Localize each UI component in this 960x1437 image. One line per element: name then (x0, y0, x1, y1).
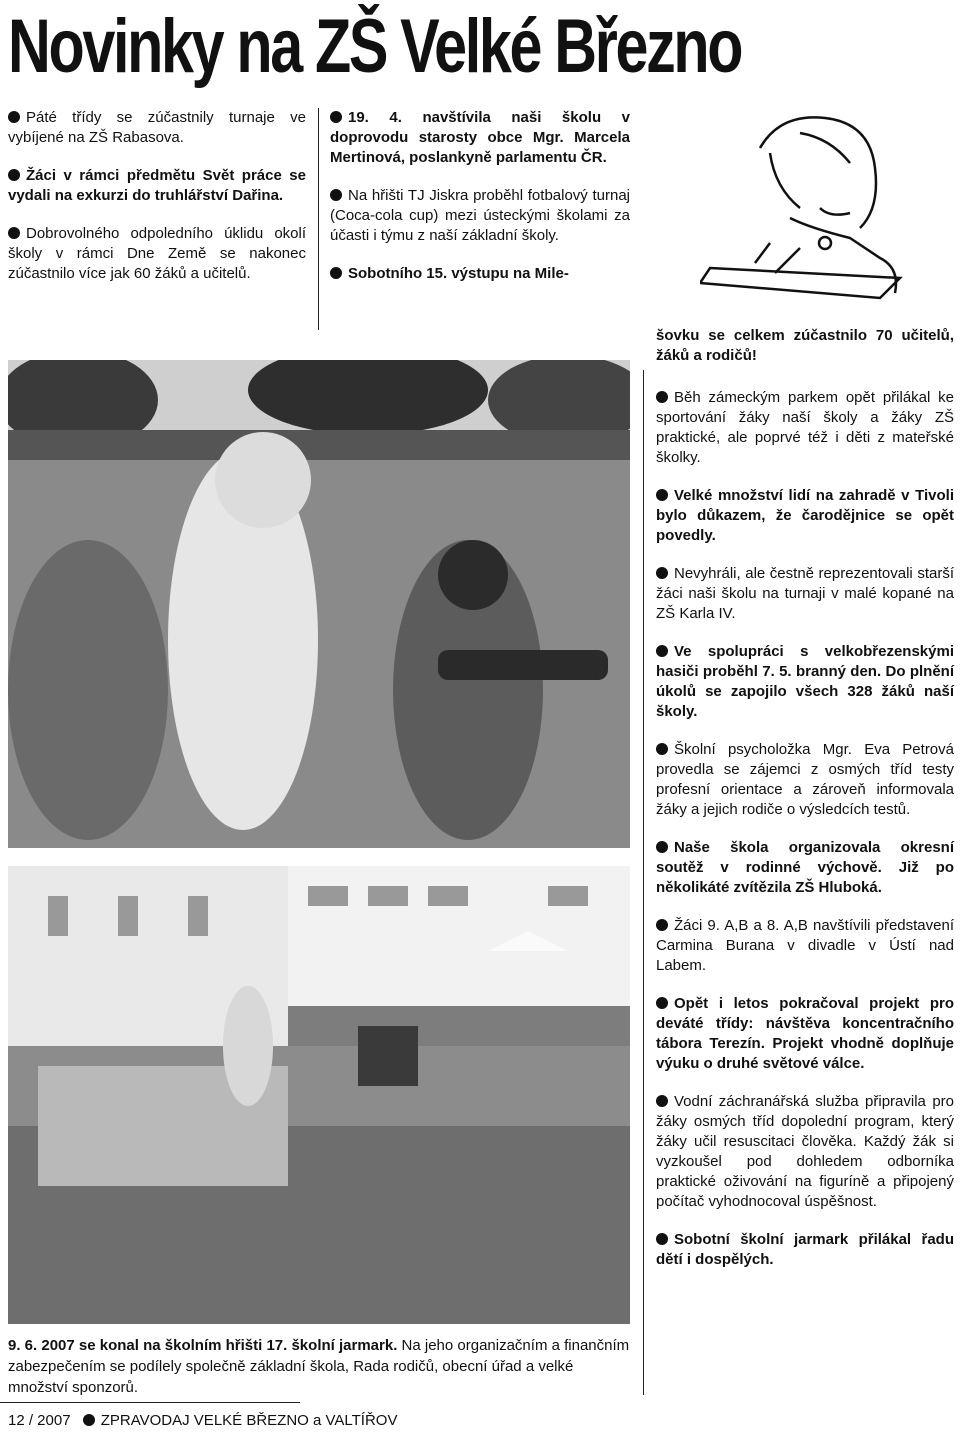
bullet-icon (656, 489, 668, 501)
news-item: Školní psycholožka Mgr. Eva Petrová provedla se zájemci z osmých tříd testy profesní orientace a zároveň informovala žáky a jejich rodiče o výsledcích testů. (656, 741, 954, 818)
news-item: Běh zámeckým parkem opět přilákal ke sportování žáky naší školy a žáky ZŠ praktické, ale poprvé též i děti z mateřské školky. (656, 389, 954, 466)
bullet-icon (330, 111, 342, 123)
girl-writing-illustration (700, 108, 950, 308)
column-divider (643, 370, 644, 1395)
bullet-icon (656, 645, 668, 657)
news-continuation: šovku se celkem zúčastnilo 70 učitelů, žáků a rodičů! (656, 327, 954, 364)
news-column-3 (656, 388, 954, 1288)
bullet-icon (656, 743, 668, 755)
news-item: Velké množství lidí na zahradě v Tivoli bylo důkazem, že čarodějnice se opět povedly. (656, 487, 954, 544)
photo-school-fair (8, 866, 630, 1324)
column-divider (318, 108, 319, 330)
bullet-icon (656, 567, 668, 579)
bullet-icon (656, 391, 668, 403)
page-title: Novinky na ZŠ Velké Březno (8, 4, 742, 89)
news-item: Dobrovolného odpoledního úklidu okolí školy v rámci Dne Země se nakonec zúčastnilo více jak 60 žáků a učitelů. (8, 225, 306, 282)
news-item: Žáci v rámci předmětu Svět práce se vydali na exkurzi do truhlářství Dařina. (8, 167, 306, 204)
bullet-icon (83, 1414, 95, 1426)
photo-sports-field (8, 360, 630, 848)
news-item: Sobotní školní jarmark přilákal řadu dětí i dospělých. (656, 1231, 954, 1268)
news-item: Opět i letos pokračoval projekt pro deváté třídy: návštěva koncentračního tábora Terezín. Projekt vhodně doplňuje výuku o druhé světové válce. (656, 995, 954, 1072)
news-item: Nevyhráli, ale čestně reprezentovali starší žáci naši školu na turnaji v malé kopané na ZŠ Karla IV. (656, 565, 954, 622)
footer-rule (0, 1402, 300, 1403)
news-item: Vodní záchranářská služba připravila pro žáky osmých tříd dopolední program, který žáky učil resuscitaci člověka. Každý žák si vyzkoušel pod dohledem odborníka praktické oživování na figuríně a připojený počítač vyhodnocoval úspěšnost. (656, 1093, 954, 1210)
bullet-icon (330, 267, 342, 279)
bullet-icon (8, 111, 20, 123)
bullet-icon (656, 997, 668, 1009)
bullet-icon (330, 189, 342, 201)
news-item: Páté třídy se zúčastnily turnaje ve vybíjené na ZŠ Rabasova. (8, 109, 306, 146)
news-item: Naše škola organizovala okresní soutěž v rodinné výchově. Již po několikáté zvítězila ZŠ Hluboká. (656, 839, 954, 896)
page-footer: 12 / 2007 ZPRAVODAJ VELKÉ BŘEZNO a VALTÍŘOV (8, 1412, 398, 1429)
news-item: 19. 4. navštívila naši školu v doprovodu starosty obce Mgr. Marcela Mertinová, poslankyně parlamentu ČR. (330, 109, 630, 166)
news-item: Sobotního 15. výstupu na Mile- (330, 264, 630, 284)
bullet-icon (656, 1095, 668, 1107)
news-item: Žáci 9. A,B a 8. A,B navštívili představení Carmina Burana v divadle v Ústí nad Labem. (656, 917, 954, 974)
bullet-icon (656, 1233, 668, 1245)
photo-caption: 9. 6. 2007 se konal na školním hřišti 17. školní jarmark. Na jeho organizačním a finančním zabezpečením se podílely společně základní škola, Rada rodičů, obecní úřad a velké množství sponzorů. (8, 1337, 630, 1396)
bullet-icon (656, 841, 668, 853)
bullet-icon (656, 919, 668, 931)
news-column-1 (8, 108, 306, 302)
bullet-icon (8, 169, 20, 181)
bullet-icon (8, 227, 20, 239)
news-item: Na hřišti TJ Jiskra proběhl fotbalový turnaj (Coca-cola cup) mezi ústeckými školami za účasti i týmu z naší základní školy. (330, 187, 630, 244)
news-item: Ve spolupráci s velkobřezenskými hasiči proběhl 7. 5. branný den. Do plnění úkolů se zapojilo všech 328 žáků naší školy. (656, 643, 954, 720)
news-column-2 (330, 108, 630, 302)
